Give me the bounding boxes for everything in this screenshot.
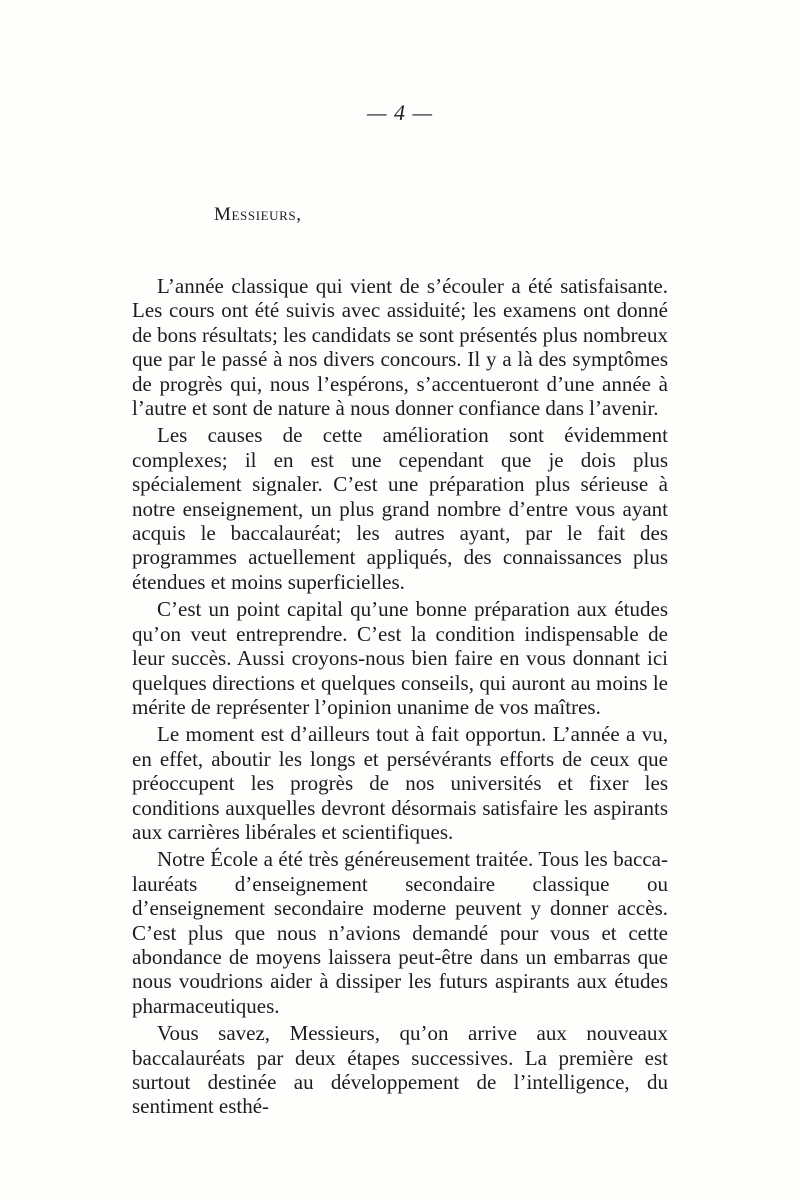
paragraph: Les causes de cette amélioration sont évidemment complexes; il en est une cependant que je dois plus spécialement signaler. C’est une préparation plus sérieuse à notre enseignement, un plus grand nombre d’entre vous ayant acquis le baccalauréat; les autres ayant, par le fait des programmes actuellement appliqués, des connaissances plus étendues et moins superficielles. [132,423,668,594]
paragraph: Le moment est d’ailleurs tout à fait opportun. L’année a vu, en effet, aboutir les longs et persévérants efforts de ceux que préoccupent les progrès de nos universités et fixer les conditions auxquelles devront désormais satisfaire les aspirants aux carrières libérales et scientifiques. [132,722,668,844]
paragraph: Vous savez, Messieurs, qu’on arrive aux nouveaux baccalauréats par deux étapes successives. La première est surtout destinée au développement de l’intelligence, du sentiment esthé- [132,1021,668,1119]
page-number: — 4 — [366,100,434,125]
paragraph: C’est un point capital qu’une bonne préparation aux études qu’on veut entreprendre. C’est la condition indispensable de leur succès. Aussi croyons-nous bien faire en vous donnant ici quelques directions et quelques conseils, qui auront au moins le mérite de représenter l’opinion unanime de vos maîtres. [132,597,668,719]
paragraph: L’année classique qui vient de s’écouler a été satisfaisante. Les cours ont été suivis avec assiduité; les examens ont donné de bons résultats; les candidats se sont présentés plus nombreux que par le passé à nos divers concours. Il y a là des symptômes de progrès qui, nous l’espérons, s’accentueront d’une année à l’autre et sont de nature à nous donner confiance dans l’avenir. [132,274,668,421]
body-text [132,274,668,1119]
salutation: Messieurs, [214,204,302,225]
paragraph: Notre École a été très généreusement traitée. Tous les baccalauréats d’enseignement secondaire classique ou d’enseignement secondaire moderne peuvent y donner accès. C’est plus que nous n’avions demandé pour vous et cette abondance de moyens laissera peut-être dans un embarras que nous voudrions aider à dissiper les futurs aspirants aux études pharmaceutiques. [132,847,668,1018]
